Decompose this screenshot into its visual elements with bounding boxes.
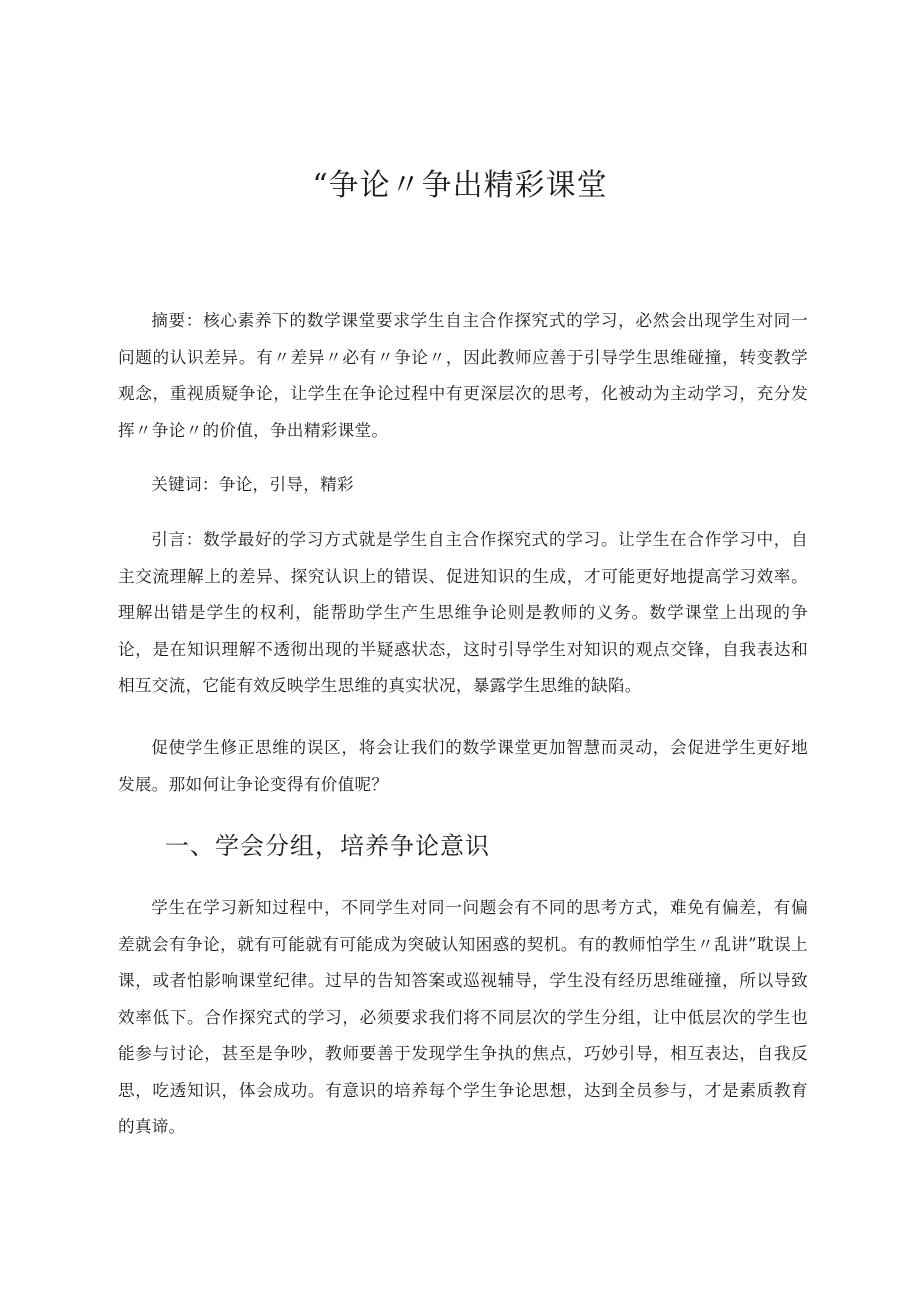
intro-paragraph: 引言：数学最好的学习方式就是学生自主合作探究式的学习。让学生在合作学习中，自主交流理解上的差异、探究认识上的错误、促进知识的生成，才可能更好地提高学习效率。理解出错是学生的权利，能帮助学生产生思维争论则是教师的义务。数学课堂上出现的争论，是在知识理解不透彻出现的半疑惑状态，这时引导学生对知识的观点交锋，自我表达和相互交流，它能有效反映学生思维的真实状况，暴露学生思维的缺陷。 bbox=[118, 530, 808, 695]
intro-continuation-paragraph: 促使学生修正思维的误区，将会让我们的数学课堂更加智慧而灵动，会促进学生更好地发展。那如何让争论变得有价值呢？ bbox=[118, 738, 808, 794]
abstract-paragraph: 摘要：核心素养下的数学课堂要求学生自主合作探究式的学习，必然会出现学生对同一问题的认识差异。有〃差异〃必有〃争论〃，因此教师应善于引导学生思维碰撞，转变教学观念，重视质疑争论，让学生在争论过程中有更深层次的思考，化被动为主动学习，充分发挥〃争论〃的价值，争出精彩课堂。 bbox=[118, 311, 808, 440]
section-1-body-paragraph: 学生在学习新知过程中，不同学生对同一问题会有不同的思考方式，难免有偏差，有偏差就会有争论，就有可能就有可能成为突破认知困惑的契机。有的教师怕学生〃乱讲”耽误上课，或者怕影响课堂纪律。过早的告知答案或巡视辅导，学生没有经历思维碰撞，所以导致效率低下。合作探究式的学习，必须要求我们将不同层次的学生分组，让中低层次的学生也能参与讨论，甚至是争吵，教师要善于发现学生争执的焦点，巧妙引导，相互表达，自我反思，吃透知识，体会成功。有意识的培养每个学生争论思想，达到全员参与，才是素质教育的真谛。 bbox=[118, 898, 808, 1136]
page-title: “争论〃争出精彩课堂 bbox=[312, 168, 608, 203]
keywords-paragraph: 关键词：争论，引导，精彩 bbox=[151, 475, 354, 494]
section-heading-1: 一、学会分组，培养争论意识 bbox=[165, 832, 490, 860]
